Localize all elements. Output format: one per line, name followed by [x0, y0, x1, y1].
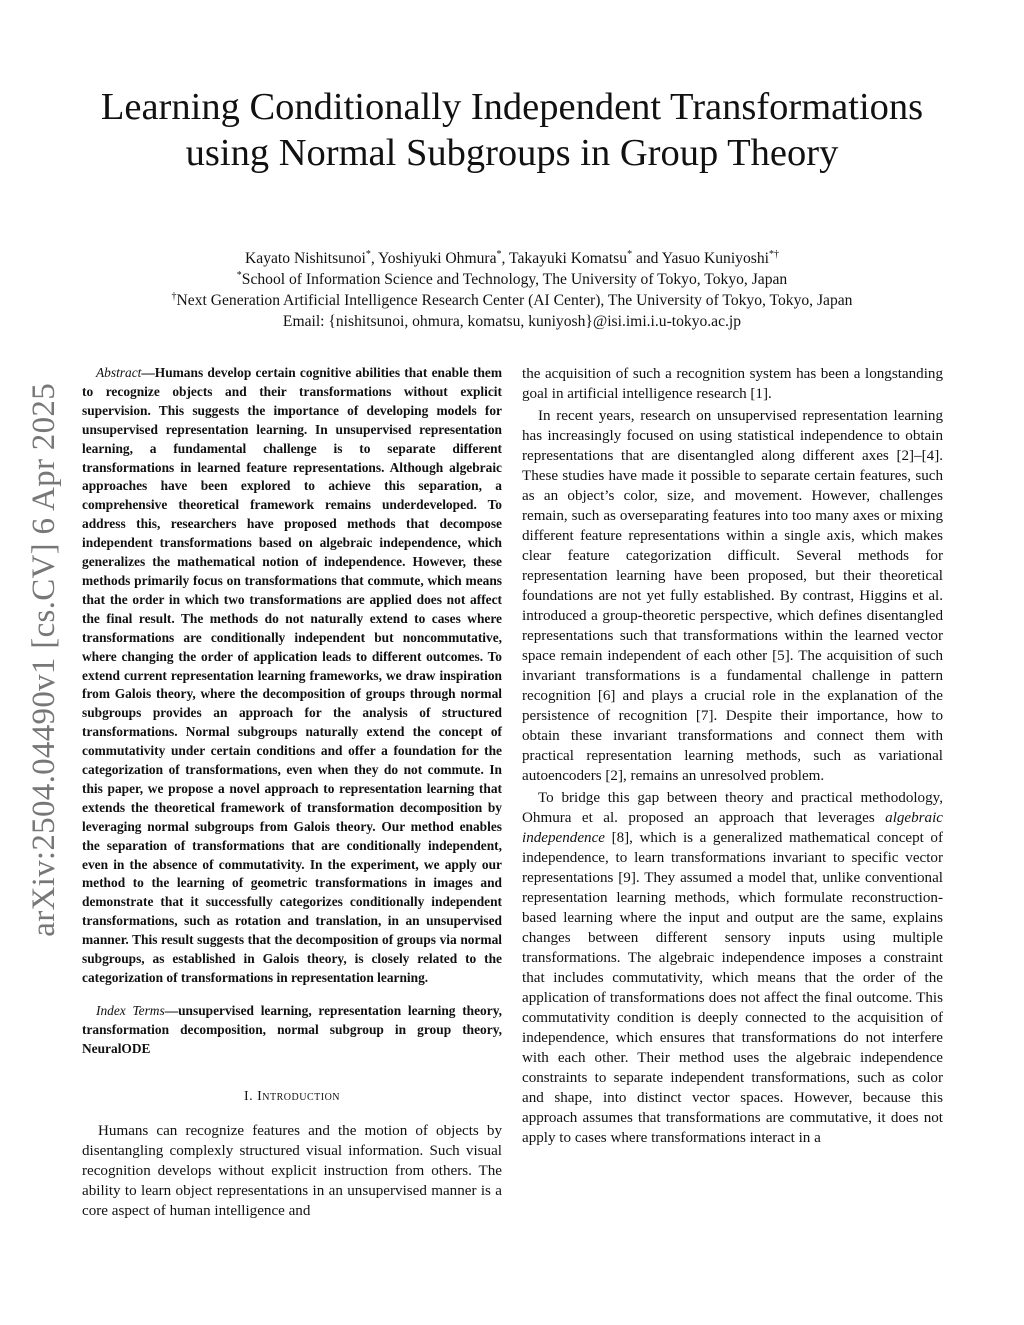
right-column — [522, 364, 943, 1148]
left-column — [82, 364, 502, 1221]
index-terms-text: —unsupervised learning, representation learning theory, transformation decomposition, normal subgroup in group theory, NeuralODE — [82, 1002, 502, 1056]
affiliation-2: †Next Generation Artificial Intelligence Research Center (AI Center), The University of Tokyo, Tokyo, Japan — [171, 290, 853, 309]
affiliation-1: *School of Information Science and Technology, The University of Tokyo, Tokyo, Japan — [236, 269, 788, 288]
author-emails: Email: {nishitsunoi, ohmura, komatsu, kuniyosh}@isi.imi.i.u-tokyo.ac.jp — [282, 313, 742, 330]
section-heading-introduction: I. Introduction — [243, 1088, 341, 1104]
abstract-label: Abstract — [96, 365, 142, 380]
paragraph-3-text-b: [8], which is a generalized mathematical concept of independence, to learn transformations invariant to specific vector representations [9]. They assumed a model that, unlike conventional representation learning methods, which formulate reconstruction-based learning where the input and output are the same, explains changes between different sensory inputs using multiple transformations. The algebraic independence imposes a constraint that includes commutativity, which means that the order of the application of transformations does not affect the final outcome. This commutativity condition is deeply connected to the acquisition of independence, which ensures that transformations do not interfere with each other. Their method uses the algebraic independence constraints to separate independent transformations, such as color and shape, into distinct vector spaces. However, because this approach assumes that transformations are commutative, it does not apply to cases where transformations interact in a — [522, 830, 943, 1146]
paragraph-3-emphasis: algebraic independence — [522, 810, 943, 846]
author-block — [70, 248, 954, 332]
arxiv-identifier: arXiv:2504.04490v1 [cs.CV] 6 Apr 2025 — [25, 383, 62, 937]
abstract-text: —Humans develop certain cognitive abilities that enable them to recognize objects and their transformations without explicit supervision. This suggests the importance of developing models for unsupervised representation learning. In unsupervised representation learning, a fundamental challenge is to separate different transformations in learned feature representations. Although algebraic approaches have been explored to achieve this separation, a comprehensive theoretical framework remains underdeveloped. To address this, researchers have proposed methods that decompose independent transformations based on algebraic independence, which generalizes the mathematical notion of independence. However, these methods primarily focus on transformations that commute, which means that the order in which two transformations are applied does not affect the final result. The methods do not naturally extend to cases where transformations are conditionally independent but noncommutative, where changing the order of application leads to different outcomes. To extend current representation learning frameworks, we draw inspiration from Galois theory, where the decomposition of groups through normal subgroups provides an approach for the analysis of structured transformations. Normal subgroups naturally extend the concept of commutativity under certain conditions and offer a foundation for the categorization of transformations, even when they do not commute. In this paper, we propose a novel approach to representation learning that extends the theoretical framework of transformation decomposition by leveraging normal subgroups from Galois theory. Our method enables the separation of transformations that are conditionally independent, even in the absence of commutativity. In the experiment, we apply our method to the learning of geometric transformations in images and demonstrate that it successfully categorizes conditionally independent transformations, such as rotation and translation, in an unsupervised manner. This result suggests that the decomposition of groups via normal subgroups, as established in Galois theory, is closely related to the categorization of transformations in representation learning. — [82, 365, 502, 985]
intro-paragraph-1: Humans can recognize features and the motion of objects by disentangling complexly structured visual information. Such visual recognition develops without explicit instruction from others. The ability to learn object representations in an unsupervised manner is a core aspect of human intelligence and — [82, 1122, 502, 1219]
arxiv-sidebar — [24, 360, 64, 960]
index-terms-label: Index Terms — [96, 1002, 165, 1018]
intro-paragraph-3 — [522, 788, 943, 1148]
index-terms — [82, 1002, 502, 1059]
author-names: Kayato Nishitsunoi*, Yoshiyuki Ohmura*, Takayuki Komatsu* and Yasuo Kuniyoshi*† — [245, 248, 779, 267]
paper-title: Learning Conditionally Independent Transformations using Normal Subgroups in Group Theory — [100, 86, 924, 174]
intro-paragraph-1-continued: the acquisition of such a recognition system has been a longstanding goal in artificial intelligence research [1]. — [522, 366, 943, 402]
abstract — [82, 364, 502, 988]
paragraph-3-text-a: To bridge this gap between theory and practical methodology, Ohmura et al. proposed an approach that leverages — [522, 790, 943, 826]
intro-paragraph-2: In recent years, research on unsupervised representation learning has increasingly focused on using statistical independence to obtain representations that are disentangled along different axes [2]–[4]. These studies have made it possible to separate certain features, such as an object’s color, size, and movement. However, challenges remain, such as overseparating features into too many axes or mixing different feature representations within a single axis, which makes clear feature categorization difficult. Several methods for representation learning have been proposed, but their theoretical foundations are not yet fully established. By contrast, Higgins et al. introduced a group-theoretic perspective, which defines disentangled representations such that transformations within the learned vector space remain independent of each other [5]. The acquisition of such invariant transformations is a fundamental challenge in pattern recognition [6] and plays a crucial role in the explanation of the persistence of recognition [7]. Despite their importance, how to obtain these invariant transformations and connect them with practical representation learning methods, such as variational autoencoders [2], remains an unresolved problem. — [522, 408, 943, 784]
